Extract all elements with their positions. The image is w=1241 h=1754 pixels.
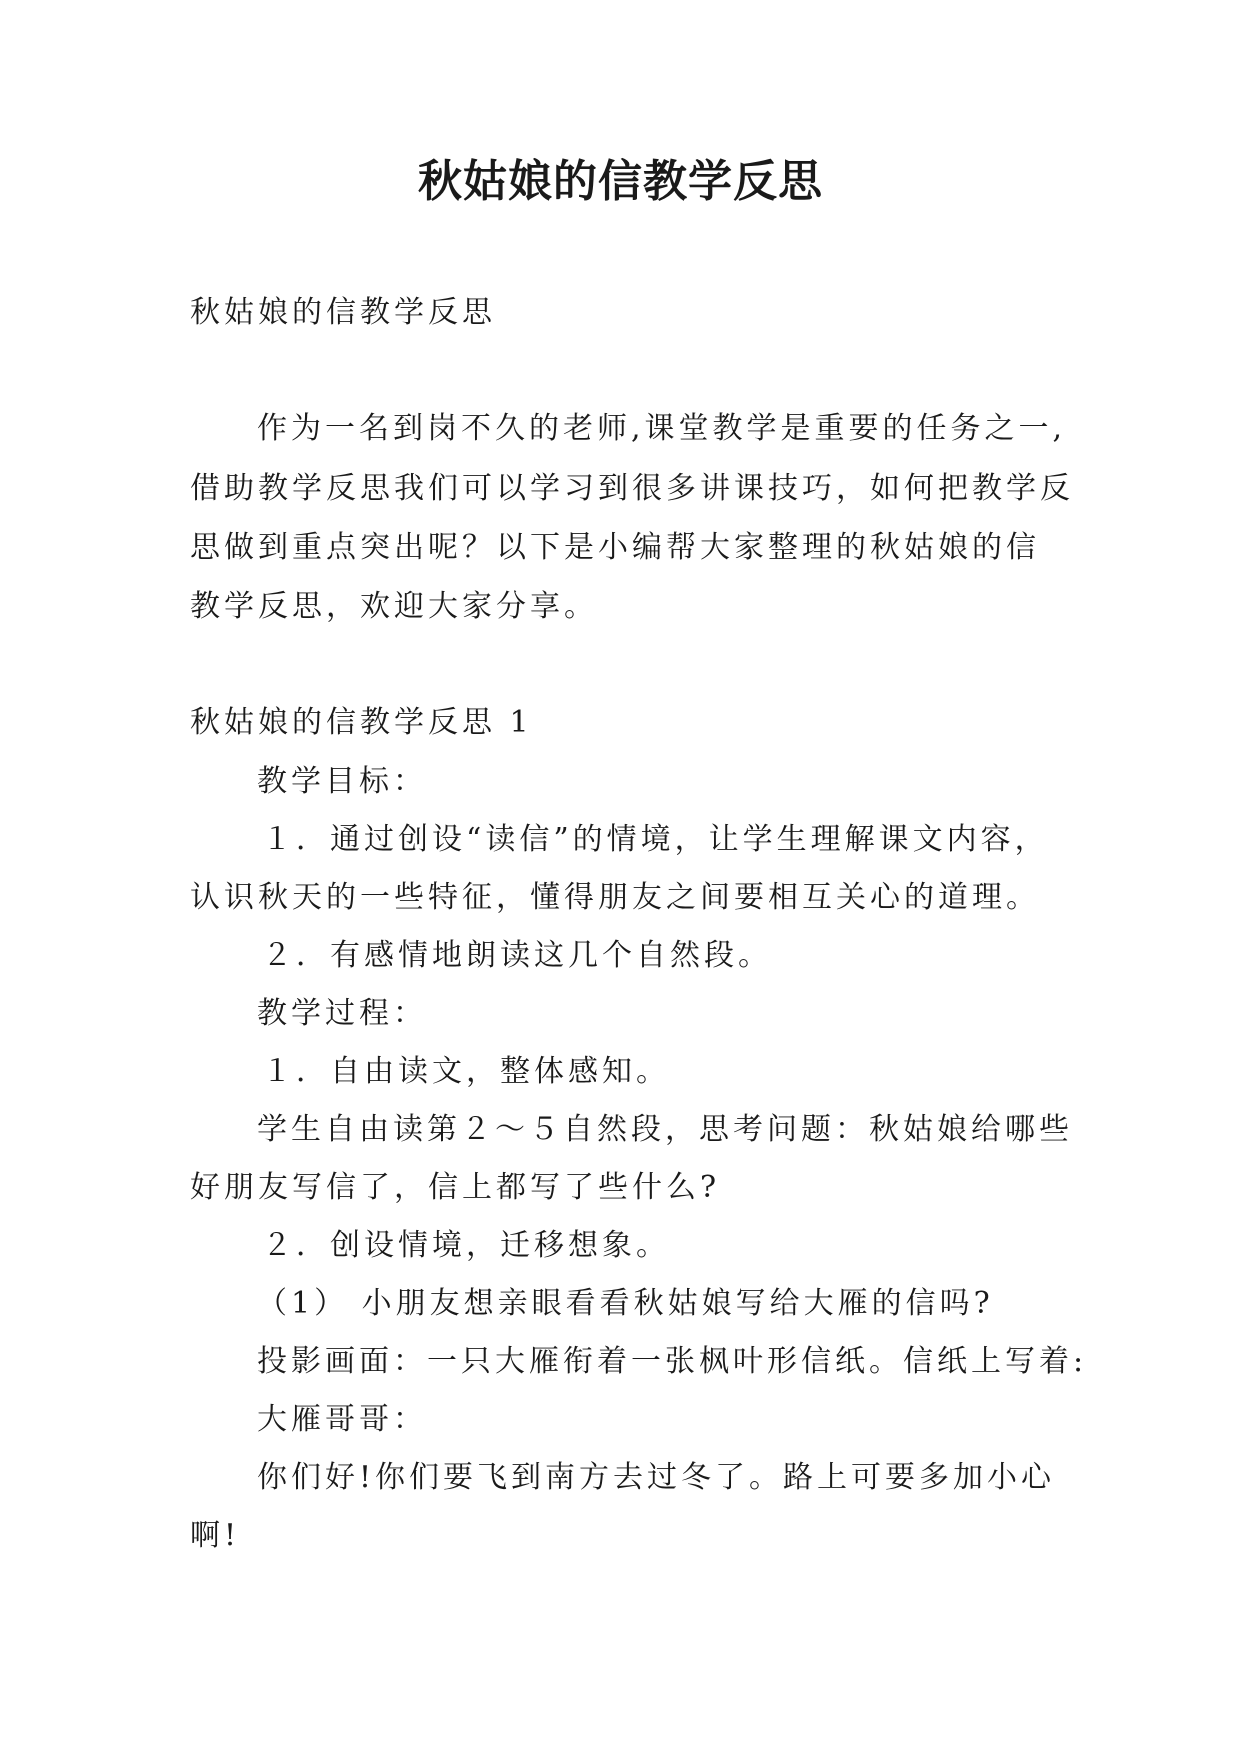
intro-line: 作为一名到岗不久的老师,课堂教学是重要的任务之一,: [257, 411, 1067, 446]
body-line: （1） 小朋友想亲眼看看秋姑娘写给大雁的信吗?: [257, 1286, 994, 1321]
body-line: 啊!: [190, 1518, 241, 1553]
body-line: 大雁哥哥：: [257, 1402, 427, 1437]
section-heading: 秋姑娘的信教学反思 1: [190, 705, 533, 740]
body-line: 好朋友写信了，信上都写了些什么?: [190, 1170, 721, 1205]
body-line: 你们好!你们要飞到南方去过冬了。路上可要多加小心: [257, 1460, 1056, 1495]
document-subtitle: 秋姑娘的信教学反思: [190, 295, 496, 330]
body-line: １．通过创设“读信”的情境，让学生理解课文内容，: [262, 822, 1049, 857]
intro-line: 借助教学反思我们可以学习到很多讲课技巧，如何把教学反: [190, 471, 1074, 506]
intro-line: 思做到重点突出呢？以下是小编帮大家整理的秋姑娘的信: [190, 530, 1040, 565]
body-line: １．自由读文，整体感知。: [262, 1054, 670, 1089]
document-title: 秋姑娘的信教学反思: [418, 156, 823, 207]
body-line: ２．有感情地朗读这几个自然段。: [262, 938, 772, 973]
intro-line: 教学反思，欢迎大家分享。: [190, 589, 598, 624]
body-line: 学生自由读第２～５自然段，思考问题：秋姑娘给哪些: [257, 1112, 1073, 1147]
body-line: 教学目标：: [257, 764, 427, 799]
body-line: 认识秋天的一些特征，懂得朋友之间要相互关心的道理。: [190, 880, 1040, 915]
body-line: ２．创设情境，迁移想象。: [262, 1228, 670, 1263]
body-line: 教学过程：: [257, 996, 427, 1031]
body-line: 投影画面：一只大雁衔着一张枫叶形信纸。信纸上写着:: [257, 1344, 1088, 1379]
